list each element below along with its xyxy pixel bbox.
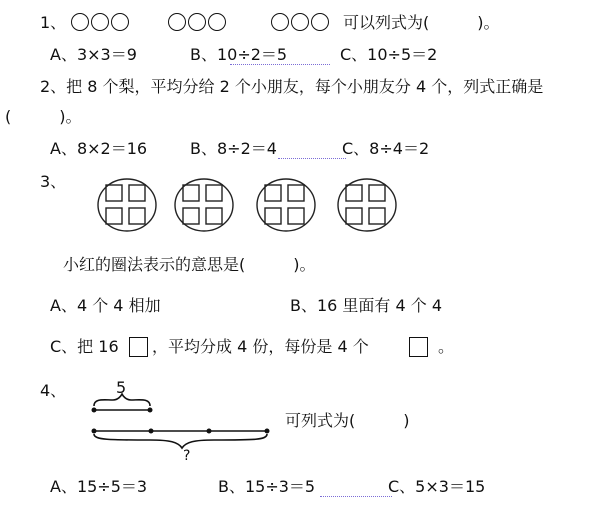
q2-line1: 2、把 8 个梨，平均分给 2 个小朋友，每个小朋友分 4 个，列式正确是 [40,77,544,96]
q3-option-b: B、16 里面有 4 个 4 [290,296,443,315]
q2-option-a: A、8×2＝16 [50,139,148,158]
q1-option-b: B、10÷2＝5 [190,45,288,64]
q1-option-c: C、10÷5＝2 [340,45,438,64]
q3-option-c-part3: 。 [438,337,455,356]
q1-stem: 可以列式为( )。 [343,13,500,32]
q2-line2: ( )。 [5,107,82,126]
q4-option-a: A、15÷5＝3 [50,477,148,496]
q4-option-c: C、5×3＝15 [388,477,486,496]
q3-caption: 小红的圈法表示的意思是( )。 [63,255,316,274]
q2-option-c: C、8÷4＝2 [342,139,430,158]
q1-option-a: A、3×3＝9 [50,45,137,64]
q4-stem: 可列式为( ) [285,411,410,430]
q4-number: 4、 [40,381,67,400]
q4-dotted-underline [320,496,392,497]
q3-option-c-part1: C、把 16 [50,337,119,356]
q3-option-a: A、4 个 4 相加 [50,296,161,315]
bottom-brace [94,434,267,448]
q3-option-c-part2: ，平均分成 4 份，每份是 4 个 [152,337,369,356]
total-label: ? [183,448,191,464]
q1-number: 1、 [40,13,67,32]
q2-option-b: B、8÷2＝4 [190,139,277,158]
q4-option-b: B、15÷3＝5 [218,477,316,496]
q3-number: 3、 [40,172,67,191]
segment-label: 5 [116,378,127,397]
